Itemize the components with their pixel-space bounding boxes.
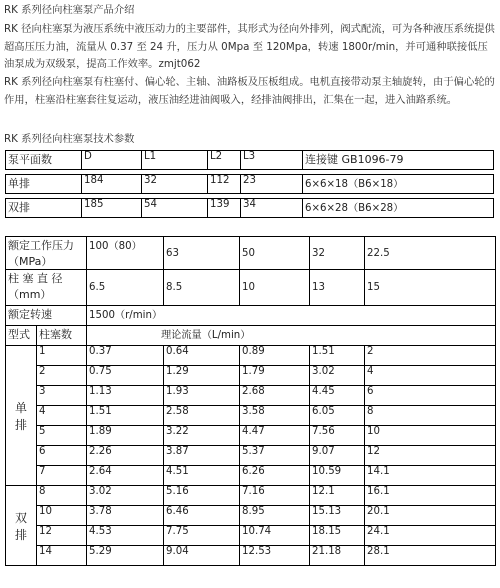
table-cell: 23 (241, 175, 303, 194)
flow-cell: 5.16 (164, 486, 240, 506)
flow-cell: 2 (365, 346, 496, 366)
pressure-value: 22.5 (365, 237, 496, 270)
flow-cell: 3.02 (87, 486, 164, 506)
intro-paragraph-2: RK 系列径向柱塞泵有柱塞付、偏心轮、主轴、油路板及压板组成。电机直接带动泵主轴旋转，由于偏心轮的作用，柱塞沿柱塞套往复运动，液压油经进油阀吸入，经排油阀排出，汇集在一起，进入油路系统。 (4, 76, 495, 106)
plunger-count-cell: 12 (37, 526, 87, 546)
pressure-label: 额定工作压力（MPa） (6, 237, 87, 270)
flow-cell: 1.89 (87, 426, 164, 446)
table-row (6, 366, 496, 386)
flow-cell: 15.13 (310, 506, 365, 526)
flow-cell: 28.1 (365, 546, 496, 566)
flow-body (6, 346, 496, 566)
flow-cell: 4.47 (240, 426, 310, 446)
diameter-value: 13 (310, 270, 365, 306)
diameter-value: 10 (240, 270, 310, 306)
table-row (6, 526, 496, 546)
plunger-count-cell: 3 (37, 386, 87, 406)
table-row (6, 199, 494, 218)
header-cell: L3 (241, 151, 303, 170)
table-cell: 32 (142, 175, 208, 194)
intro-paragraph-1: RK 径向柱塞泵为液压系统中液压动力的主要部件，其形式为径向外排列，阀式配流，可为各种液压系统提供超高压压力油，流量从 0.37 至 24 升，压力从 0Mpa 至 120Mpa，转速 1800r/min，并可通种联接低压油泵成为双级泵，提高工作效率。zmjt062 (4, 23, 495, 71)
flow-cell: 21.18 (310, 546, 365, 566)
header-cell: L1 (142, 151, 208, 170)
single-row-label: 单 排 (6, 346, 37, 486)
count-header: 柱塞数 (37, 326, 87, 346)
flow-cell: 24.1 (365, 526, 496, 546)
flow-cell: 8.95 (240, 506, 310, 526)
header-cell: D (82, 151, 142, 170)
flow-cell: 3.58 (240, 406, 310, 426)
table-row (6, 466, 496, 486)
flow-cell: 12.1 (310, 486, 365, 506)
flow-cell: 0.37 (87, 346, 164, 366)
flow-cell: 0.75 (87, 366, 164, 386)
table-cell: 112 (208, 175, 241, 194)
table-row (6, 486, 496, 506)
flow-cell: 3.78 (87, 506, 164, 526)
params-subtitle: RK 系列径向柱塞泵技术参数 (4, 133, 135, 145)
flow-cell: 18.15 (310, 526, 365, 546)
header-cell: 泵平面数 (6, 151, 82, 170)
diameter-value: 6.5 (87, 270, 164, 306)
flow-cell: 2.58 (164, 406, 240, 426)
pressure-value: 100（80） (87, 237, 164, 270)
pressure-row (6, 237, 496, 270)
flow-cell: 3.02 (310, 366, 365, 386)
flow-cell: 1.51 (310, 346, 365, 366)
speed-row (6, 306, 496, 326)
plunger-count-cell: 6 (37, 446, 87, 466)
diameter-row (6, 270, 496, 306)
plunger-count-cell: 8 (37, 486, 87, 506)
table-row (6, 446, 496, 466)
flow-cell: 12.53 (240, 546, 310, 566)
table-cell: 54 (142, 199, 208, 218)
speed-label: 额定转速 (6, 306, 87, 326)
type-header: 型式 (6, 326, 37, 346)
flow-cell: 20.1 (365, 506, 496, 526)
flow-cell: 9.07 (310, 446, 365, 466)
doc-title: RK 系列径向柱塞泵产品介绍 (4, 4, 135, 16)
diameter-value: 15 (365, 270, 496, 306)
table-cell: 双排 (6, 199, 82, 218)
plunger-count-cell: 7 (37, 466, 87, 486)
flow-cell: 9.04 (164, 546, 240, 566)
flow-cell: 8 (365, 406, 496, 426)
table-cell: 185 (82, 199, 142, 218)
header-cell: L2 (208, 151, 241, 170)
flow-cell: 10.59 (310, 466, 365, 486)
table-row (6, 546, 496, 566)
flow-cell: 6.26 (240, 466, 310, 486)
table-cell: 34 (241, 199, 303, 218)
flow-cell: 0.89 (240, 346, 310, 366)
flow-cell: 4.51 (164, 466, 240, 486)
flow-cell: 1.29 (164, 366, 240, 386)
flow-cell: 1.93 (164, 386, 240, 406)
plunger-count-cell: 5 (37, 426, 87, 446)
flow-cell: 5.29 (87, 546, 164, 566)
plunger-count-cell: 4 (37, 406, 87, 426)
flow-cell: 1.51 (87, 406, 164, 426)
flow-cell: 10 (365, 426, 496, 446)
dimensions-table (5, 150, 494, 218)
flow-cell: 4.45 (310, 386, 365, 406)
speed-value: 1500（r/min） (87, 306, 496, 326)
flow-cell: 14.1 (365, 466, 496, 486)
flow-cell: 7.56 (310, 426, 365, 446)
pressure-value: 50 (240, 237, 310, 270)
flow-cell: 0.64 (164, 346, 240, 366)
flow-cell: 7.75 (164, 526, 240, 546)
flow-cell: 6.05 (310, 406, 365, 426)
flow-cell: 2.26 (87, 446, 164, 466)
flow-header-row (6, 326, 496, 346)
flow-cell: 7.16 (240, 486, 310, 506)
plunger-count-cell: 14 (37, 546, 87, 566)
diameter-value: 8.5 (164, 270, 240, 306)
flow-cell: 4 (365, 366, 496, 386)
table-row (6, 406, 496, 426)
table-row (6, 506, 496, 526)
flow-cell: 3.87 (164, 446, 240, 466)
table-cell: 139 (208, 199, 241, 218)
plunger-count-cell: 1 (37, 346, 87, 366)
flow-cell: 1.13 (87, 386, 164, 406)
flow-cell: 2.68 (240, 386, 310, 406)
flow-cell: 5.37 (240, 446, 310, 466)
table-cell: 184 (82, 175, 142, 194)
double-row-label: 双 排 (6, 486, 37, 566)
table-cell: 6×6×18（B6×18） (303, 175, 494, 194)
table-row (6, 175, 494, 194)
flow-cell: 1.79 (240, 366, 310, 386)
pressure-value: 63 (164, 237, 240, 270)
table-cell: 单排 (6, 175, 82, 194)
flow-cell: 6.46 (164, 506, 240, 526)
flow-cell: 3.22 (164, 426, 240, 446)
flow-header: 理论流量（L/min） (87, 326, 496, 346)
table-cell: 6×6×28（B6×28） (303, 199, 494, 218)
dimensions-header-row (6, 151, 494, 170)
performance-table (5, 236, 496, 566)
table-row (6, 346, 496, 366)
flow-cell: 6 (365, 386, 496, 406)
table-row (6, 426, 496, 446)
flow-cell: 10.74 (240, 526, 310, 546)
flow-cell: 4.53 (87, 526, 164, 546)
table-row (6, 386, 496, 406)
plunger-count-cell: 2 (37, 366, 87, 386)
flow-cell: 12 (365, 446, 496, 466)
pressure-value: 32 (310, 237, 365, 270)
flow-cell: 16.1 (365, 486, 496, 506)
plunger-count-cell: 10 (37, 506, 87, 526)
flow-cell: 2.64 (87, 466, 164, 486)
diameter-label: 柱 塞 直 径（mm） (6, 270, 87, 306)
header-cell: 连接键 GB1096-79 (303, 151, 494, 170)
